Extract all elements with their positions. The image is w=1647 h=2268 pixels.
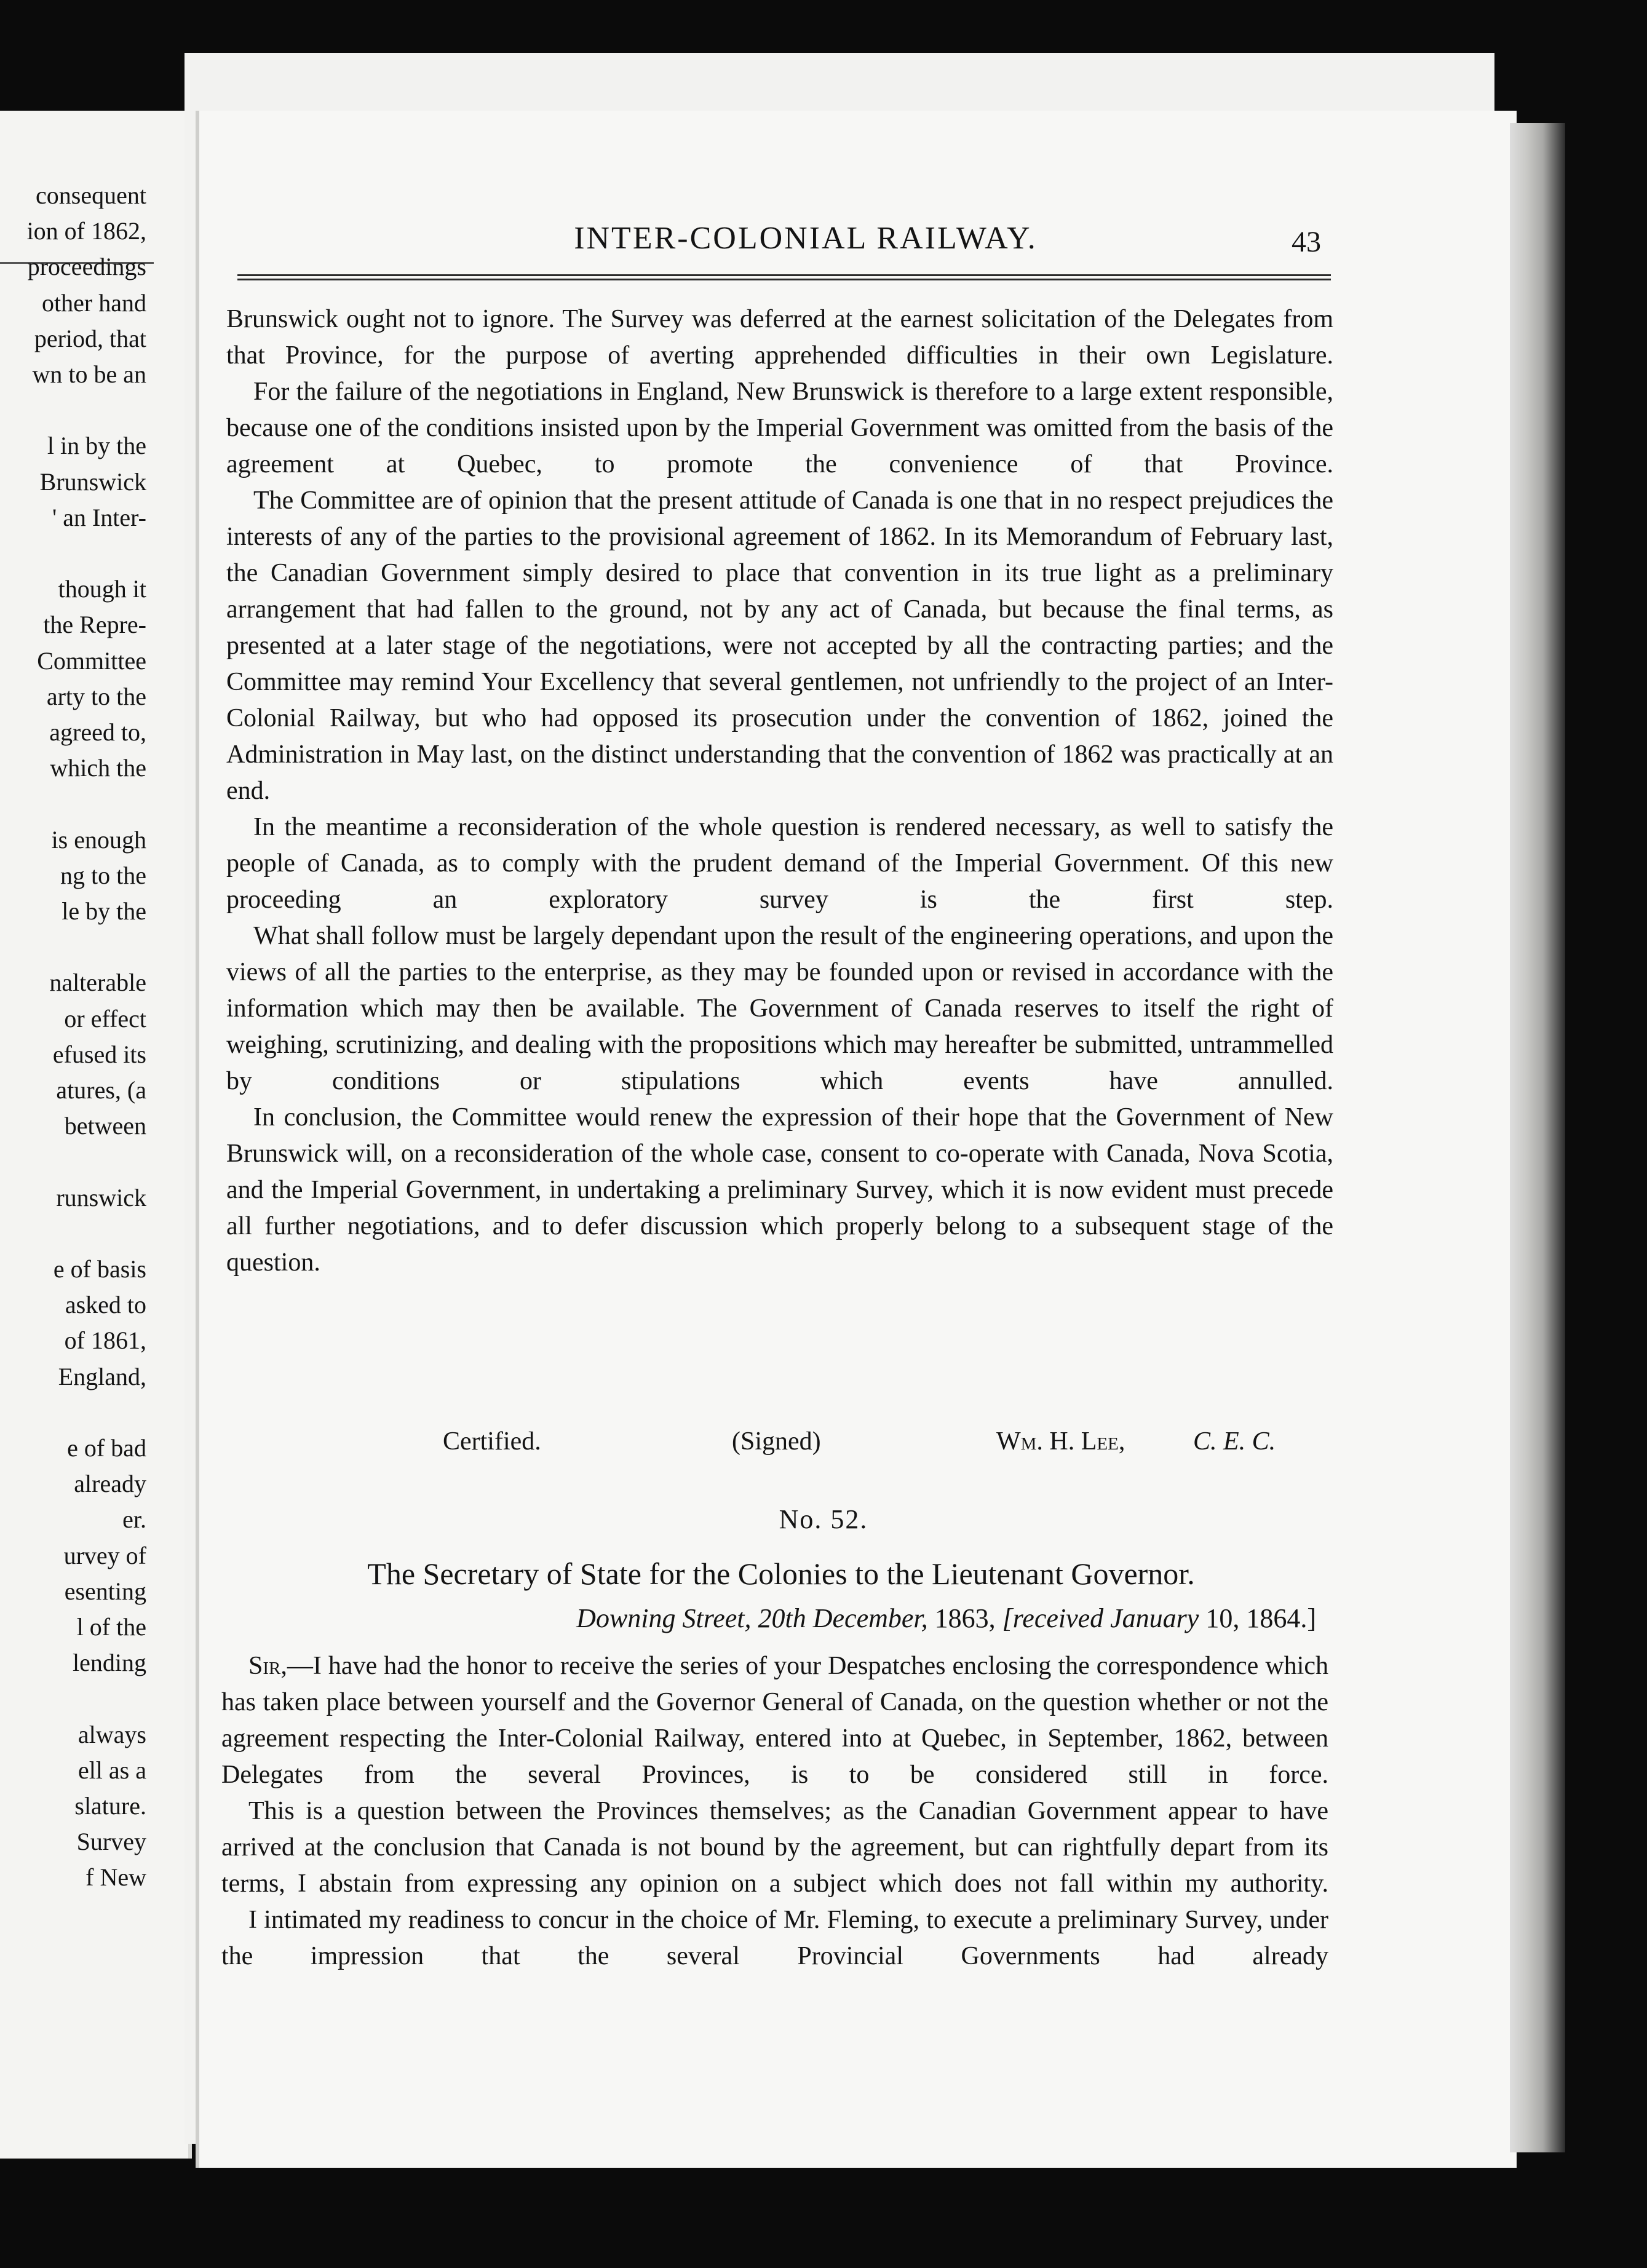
body-paragraph: In conclusion, the Committee would renew the expression of their hope that the Government of New Brunswick will, on a reconsideration of the whole case, consent to co-operate with Canada, Nova Scotia, and the Imperial Government, in undertaking a preliminary Survey, which it is now evident must precede all further negotiations, and to defer discussion which properly belong to a subsequent stage of the question. <box>226 1103 1333 1277</box>
left-page-line: atures, (a <box>56 1076 146 1104</box>
page-number: 43 <box>1292 226 1321 258</box>
left-page-line: ng to the <box>60 861 146 889</box>
letter-paragraph <box>221 1648 1328 1793</box>
left-page-line: is enough <box>51 825 146 854</box>
left-page-line: slature. <box>74 1792 146 1820</box>
body-paragraph: The Committee are of opinion that the present attitude of Canada is one that in no respect prejudices the interests of any of the parties to the provisional agreement of 1862. In its Memorandum of February last, the Canadian Government simply desired to place that convention in its true light as a preliminary arrangement that had fallen to the ground, not by any act of Canada, but because the final terms, as presented at a later stage of the negotiations, were not accepted by all the contracting parties; and the Committee may remind Your Excellency that several gentlemen, not unfriendly to the project of an Inter-Colonial Railway, but who had opposed its prosecution under the convention of 1862, joined the Administration in May last, on the distinct understanding that the convention of 1862 was practically at an end. <box>226 486 1333 805</box>
dateline-year: 1863, <box>934 1603 996 1633</box>
header-rule-top <box>237 274 1331 276</box>
dateline-place: Downing Street, <box>576 1603 752 1633</box>
left-page-line: which the <box>50 754 146 782</box>
left-page-line: ell as a <box>77 1756 146 1784</box>
document-heading: The Secretary of State for the Colonies to the Lieutenant Governor. <box>367 1556 1195 1591</box>
dateline-received: [received January <box>1002 1603 1199 1633</box>
left-page-fragment <box>0 111 192 2159</box>
left-page-line: er. <box>122 1505 146 1534</box>
left-page-line: of 1861, <box>64 1326 146 1355</box>
left-page-line: already <box>74 1470 146 1498</box>
running-head: INTER-COLONIAL RAILWAY. <box>574 221 1038 256</box>
left-page-line: nalterable <box>49 969 146 997</box>
left-page-line: runswick <box>56 1183 146 1211</box>
left-page-line: e of basis <box>53 1255 146 1283</box>
body-paragraph: For the failure of the negotiations in England, New Brunswick is therefore to a large extent responsible, because one of the conditions insisted upon by the Imperial Government was omitted from the basis of the agreement at Quebec, to promote the convenience of that Province. <box>226 378 1333 478</box>
signed-label: (Signed) <box>732 1427 821 1456</box>
left-page-line: between <box>64 1112 146 1140</box>
left-page-line: England, <box>58 1362 146 1390</box>
document-dateline <box>443 1603 1316 1634</box>
signatory-title: C. E. C. <box>1193 1427 1276 1456</box>
document-number: No. 52. <box>779 1504 868 1534</box>
left-page-line: lending <box>73 1649 146 1677</box>
body-paragraph: What shall follow must be largely dependant upon the result of the engineering operations, and upon the views of all the parties to the enterprise, as they may be founded upon or revised in accordance with the information which may then be available. The Government of Canada reserves to itself the right of weighing, scrutinizing, and dealing with the propositions which may hereafter be submitted, untrammelled by conditions or stipulations which events have annulled. <box>226 922 1333 1095</box>
letter-paragraph: This is a question between the Provinces themselves; as the Canadian Government appear to have arrived at the conclusion that Canada is not bound by the agreement, but can rightfully depart from its terms, I abstain from expressing any opinion on a subject which does not fall within my authority. <box>221 1797 1328 1898</box>
certification-line <box>443 1427 1304 1464</box>
left-page-line: ion of 1862, <box>26 217 146 245</box>
left-page-line: e of bad <box>67 1434 146 1462</box>
left-page-line: le by the <box>62 897 146 925</box>
signatory-name: Wm. H. Lee, <box>996 1427 1125 1456</box>
certified-label: Certified. <box>443 1427 541 1456</box>
left-page-line: efused its <box>52 1040 146 1068</box>
left-page-line: ' an Inter- <box>52 503 146 531</box>
letter-text <box>221 1648 1328 1975</box>
body-text <box>226 301 1333 1281</box>
body-paragraph: In the meantime a reconsideration of the whole question is rendered necessary, as well to satisfy the people of Canada, as to comply with the prudent demand of the Imperial Government. Of this new proceeding an exploratory survey is the first step. <box>226 813 1333 914</box>
left-page-line: l in by the <box>47 432 146 460</box>
left-page-line: wn to be an <box>32 360 146 388</box>
left-page-line: proceedings <box>27 253 146 281</box>
page-edge-shadow <box>1510 123 1565 2152</box>
left-page-line: arty to the <box>46 682 146 710</box>
left-page-line: Brunswick <box>39 467 146 496</box>
left-page-line: asked to <box>65 1291 146 1319</box>
left-page-line: urvey of <box>63 1541 146 1569</box>
left-page-line: though it <box>58 575 146 603</box>
left-page-line: period, that <box>34 324 146 352</box>
letter-paragraph: I intimated my readiness to concur in the choice of Mr. Fleming, to execute a preliminary Survey, under the impression that the several Provincial Governments had already <box>221 1906 1328 1970</box>
left-page-line: agreed to, <box>49 718 146 746</box>
header-rule-bottom <box>237 279 1331 280</box>
left-page-line: l of the <box>76 1613 146 1641</box>
left-page-line: Committee <box>37 646 146 675</box>
left-page-line: esenting <box>64 1577 146 1605</box>
body-paragraph: Brunswick ought not to ignore. The Survey was deferred at the earnest solicitation of the Delegates from that Province, for the purpose of averting apprehended difficulties in their own Legislature. <box>226 305 1333 370</box>
salutation: Sir, <box>248 1652 287 1680</box>
left-page-line: consequent <box>36 181 146 209</box>
left-page-line: always <box>77 1720 146 1748</box>
letter-paragraph-text: —I have had the honor to receive the series of your Despatches enclosing the correspondence which has taken place between yourself and the Governor General of Canada, on the question whether or not the agreement respecting the Inter-Colonial Railway, entered into at Quebec, in September, 1862, between Delegates from the several Provinces, is to be considered still in force. <box>221 1652 1328 1789</box>
left-page-line: f New <box>85 1863 146 1892</box>
dateline-received-date: 10, 1864.] <box>1205 1603 1316 1633</box>
left-page-line: other hand <box>42 288 146 317</box>
dateline-date: 20th December, <box>758 1603 928 1633</box>
left-page-line: or effect <box>64 1004 146 1033</box>
left-page-line: Survey <box>76 1828 146 1856</box>
left-page-line: the Repre- <box>43 611 146 639</box>
